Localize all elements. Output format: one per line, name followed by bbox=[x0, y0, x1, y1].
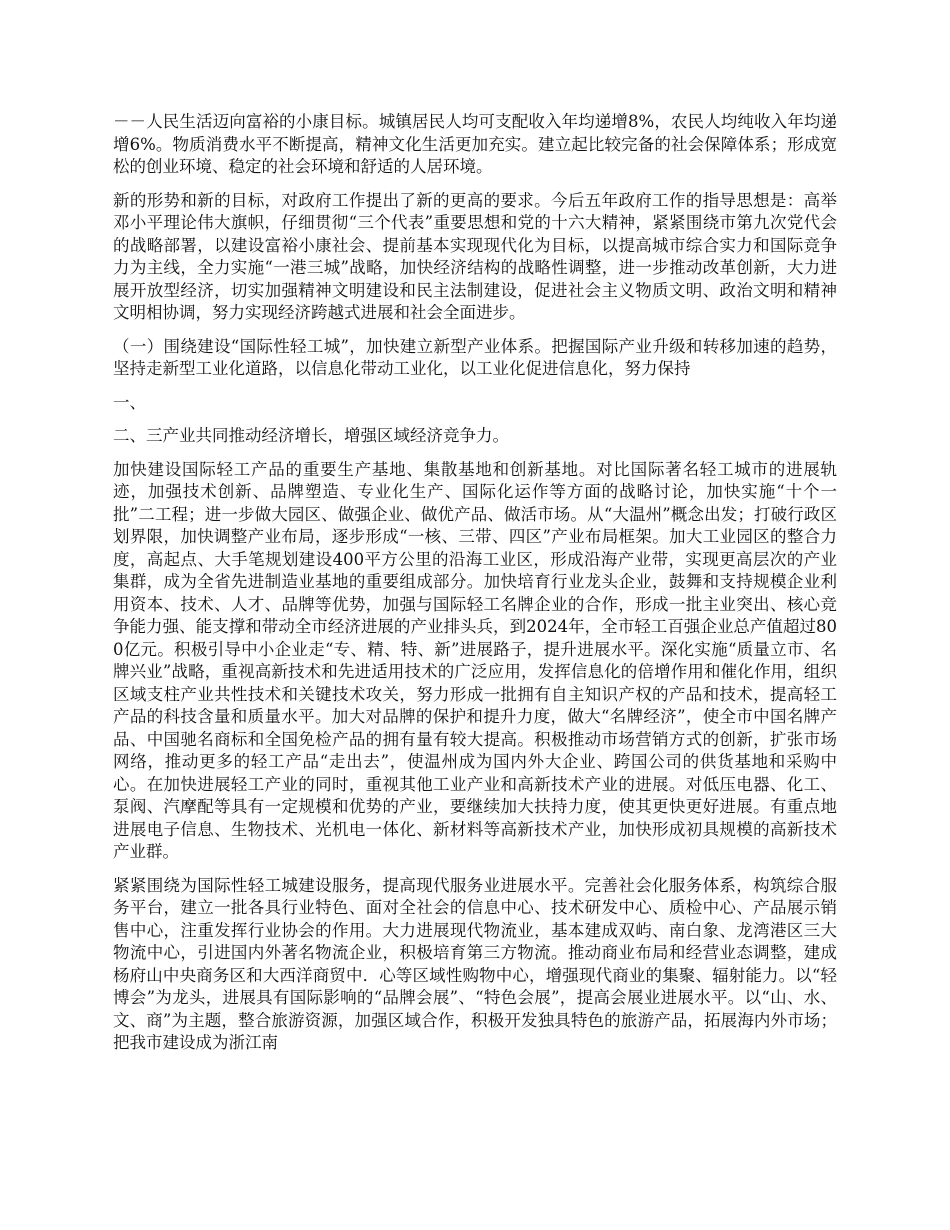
paragraph-fragment-one: 一、 bbox=[113, 392, 146, 412]
paragraph-guiding-principles: 新的形势和新的目标，对政府工作提出了新的更高的要求。今后五年政府工作的指导思想是：高举邓小平理论伟大旗帜，仔细贯彻“三个代表”重要思想和党的十六大精神，紧紧围绕市第九次党代会的战略部署，以建设富裕小康社会、提前基本实现现代化为目标，以提高城市综合实力和国际竞争力为主线，全力实施“一港三城”战略，加快经济结构的战略性调整，进一步推动改革创新，大力进展开放型经济，切实加强精神文明建设和民主法制建设，促进社会主义物质文明、政治文明和精神文明相协调，努力实现经济跨越式进展和社会全面进步。 bbox=[113, 190, 837, 322]
document-body bbox=[113, 111, 837, 1066]
paragraph-modern-services: 紧紧围绕为国际性轻工城建设服务，提高现代服务业进展水平。完善社会化服务体系，构筑综合服务平台，建立一批各具行业特色、面对全社会的信息中心、技术研发中心、质检中心、产品展示销售中心，注重发挥行业协会的作用。大力进展现代物流业，基本建成双屿、南白象、龙湾港区三大物流中心，引进国内外著名物流企业，积极培育第三方物流。推动商业布局和经营业态调整，建成杨府山中央商务区和大西洋商贸中．心等区域性购物中心，增强现代商业的集聚、辐射能力。以“轻博会”为龙头，进展具有国际影响的“品牌会展”、“特色会展”，提高会展业进展水平。以“山、水、文、商”为主题，整合旅游资源，加强区域合作，积极开发独具特色的旅游产品，拓展海内外市场；把我市建设成为浙江南 bbox=[113, 875, 837, 1052]
paragraph-section-one-intro: （一）围绕建设“国际性轻工城”，加快建立新型产业体系。把握国际产业升级和转移加速的趋势，坚持走新型工业化道路，以信息化带动工业化，以工业化促进信息化，努力保持 bbox=[113, 336, 837, 378]
paragraph-secondary-tertiary: 二、三产业共同推动经济增长，增强区域经济竞争力。 bbox=[113, 426, 509, 445]
paragraph-living-standards: －－人民生活迈向富裕的小康目标。城镇居民人均可支配收入年均递增8%，农民人均纯收入年均递增6%。物质消费水平不断提高，精神文化生活更加充实。建立起比较完备的社会保障体系；形成宽松的创业环境、稳定的社会环境和舒适的人居环境。 bbox=[113, 112, 837, 176]
paragraph-light-industry: 加快建设国际轻工产品的重要生产基地、集散基地和创新基地。对比国际著名轻工城市的进展轨迹，加强技术创新、品牌塑造、专业化生产、国际化运作等方面的战略讨论，加快实施“十个一批”二工程；进一步做大园区、做强企业、做优产品、做活市场。从“大温州”概念出发；打破行政区划界限，加快调整产业布局，逐步形成“一核、三带、四区”产业布局框架。加大工业园区的整合力度，高起点、大手笔规划建设400平方公里的沿海工业区，形成沿海产业带，实现更高层次的产业集群，成为全省先进制造业基地的重要组成部分。加快培育行业龙头企业，鼓舞和支持规模企业利用资本、技术、人才、品牌等优势，加强与国际轻工名牌企业的合作，形成一批主业突出、核心竞争能力强、能支撑和带动全市经济进展的产业排头兵，到2024年，全市轻工百强企业总产值超过800亿元。积极引导中小企业走“专、精、特、新”进展路子，提升进展水平。深化实施“质量立市、名牌兴业”战略，重视高新技术和先进适用技术的广泛应用，发挥信息化的倍增作用和催化作用，组织区域支柱产业共性技术和关键技术攻关，努力形成一批拥有自主知识产权的产品和技术，提高轻工产品的科技含量和质量水平。加大对品牌的保护和提升力度，做大“名牌经济”，使全市中国名牌产品、中国驰名商标和全国免检产品的拥有量有较大提高。积极推动市场营销方式的创新，扩张市场网络，推动更多的轻工产品“走出去”，使温州成为国内外大企业、跨国公司的供货基地和采购中心。在加快进展轻工产业的同时，重视其他工业产业和高新技术产业的进展。对低压电器、化工、泵阀、汽摩配等具有一定规模和优势的产业，要继续加大扶持力度，使其更快更好进展。有重点地进展电子信息、生物技术、光机电一体化、新材料等高新技术产业，加快形成初具规模的高新技术产业群。 bbox=[113, 459, 837, 861]
